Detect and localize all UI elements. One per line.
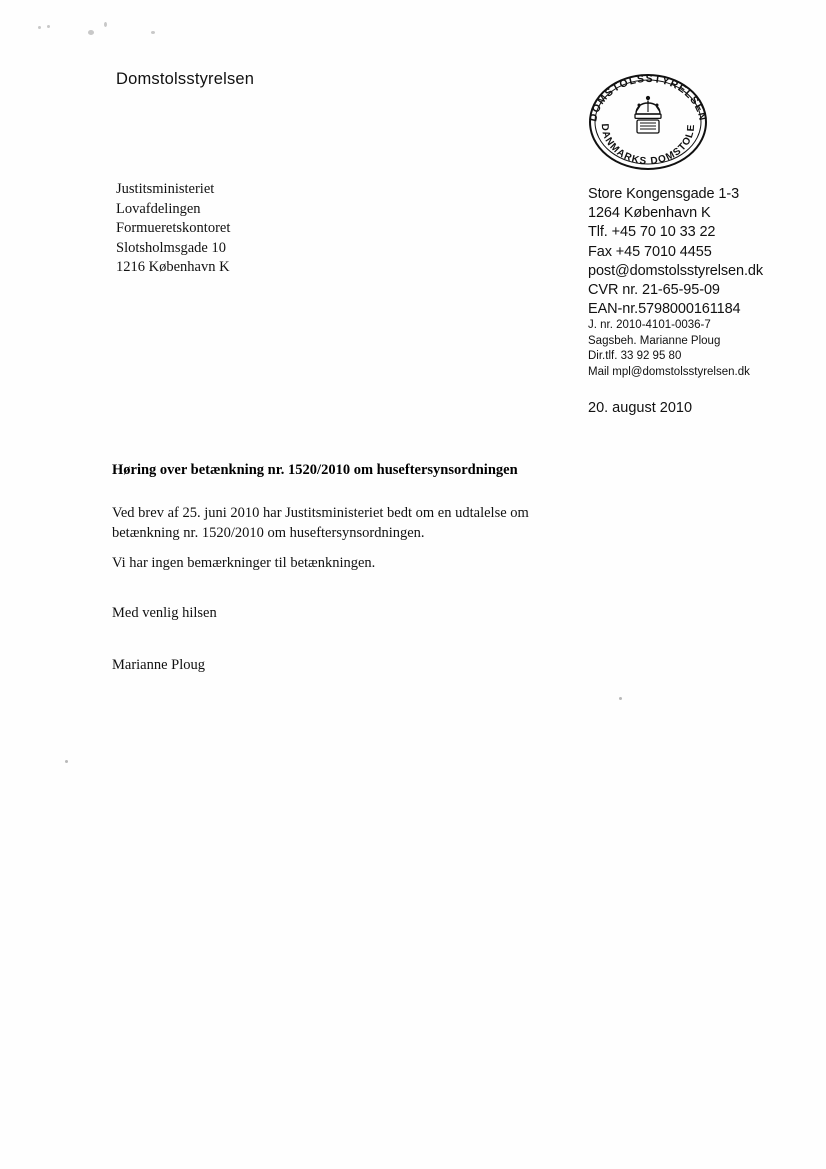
letter-paragraph-1: Ved brev af 25. juni 2010 har Justitsministeriet bedt om en udtalelse om betænkning nr. 1520/2010 om huseftersynsordningen.: [112, 505, 529, 541]
scan-speckle: [38, 26, 41, 29]
scan-speckle: [104, 22, 107, 27]
case-mail: Mail mpl@domstolsstyrelsen.dk: [588, 365, 750, 378]
recipient-line: Slotsholmsgade 10: [116, 239, 226, 256]
sender-fax: Fax +45 7010 4455: [588, 243, 712, 260]
case-reference-block: [588, 318, 750, 380]
sender-contact-block: [588, 185, 763, 319]
organisation-name: Domstolsstyrelsen: [116, 70, 255, 88]
sender-street: Store Kongensgade 1-3: [588, 186, 740, 202]
case-number: J. nr. 2010-4101-0036-7: [588, 319, 711, 331]
scan-edge-mark: [65, 760, 68, 763]
scan-speckle: [88, 30, 94, 35]
domstolsstyrelsen-seal-icon: [578, 68, 718, 176]
letter-paragraph-2: Vi har ingen bemærkninger til betænkningen.: [112, 555, 376, 571]
case-direct-phone: Dir.tlf. 33 92 95 80: [588, 350, 682, 362]
letter-closing: Med venlig hilsen: [112, 605, 217, 621]
sender-ean: EAN-nr.5798000161184: [588, 301, 741, 318]
svg-text:DANMARKS DOMSTOLE: DANMARKS DOMSTOLE: [598, 123, 698, 168]
recipient-line: Formueretskontoret: [116, 220, 231, 236]
svg-text:DOMSTOLSSTYRELSEN: DOMSTOLSSTYRELSEN: [587, 72, 709, 123]
sender-phone: Tlf. +45 70 10 33 22: [588, 224, 716, 241]
sender-city: 1264 København K: [588, 205, 711, 222]
sender-cvr: CVR nr. 21-65-95-09: [588, 282, 720, 299]
scan-speckle: [151, 31, 155, 34]
recipient-line: Lovafdelingen: [116, 200, 201, 217]
letter-signature: Marianne Ploug: [112, 657, 206, 673]
scan-speckle: [47, 25, 50, 28]
sender-email: post@domstolsstyrelsen.dk: [588, 262, 764, 279]
scan-edge-mark: [619, 697, 622, 700]
recipient-line: 1216 København K: [116, 259, 230, 275]
letter-date: 20. august 2010: [588, 400, 693, 416]
recipient-address: [116, 180, 230, 278]
letter-subject: Høring over betænkning nr. 1520/2010 om huseftersynsordningen: [112, 462, 518, 478]
case-handler: Sagsbeh. Marianne Ploug: [588, 334, 721, 347]
recipient-line: Justitsministeriet: [116, 181, 215, 197]
